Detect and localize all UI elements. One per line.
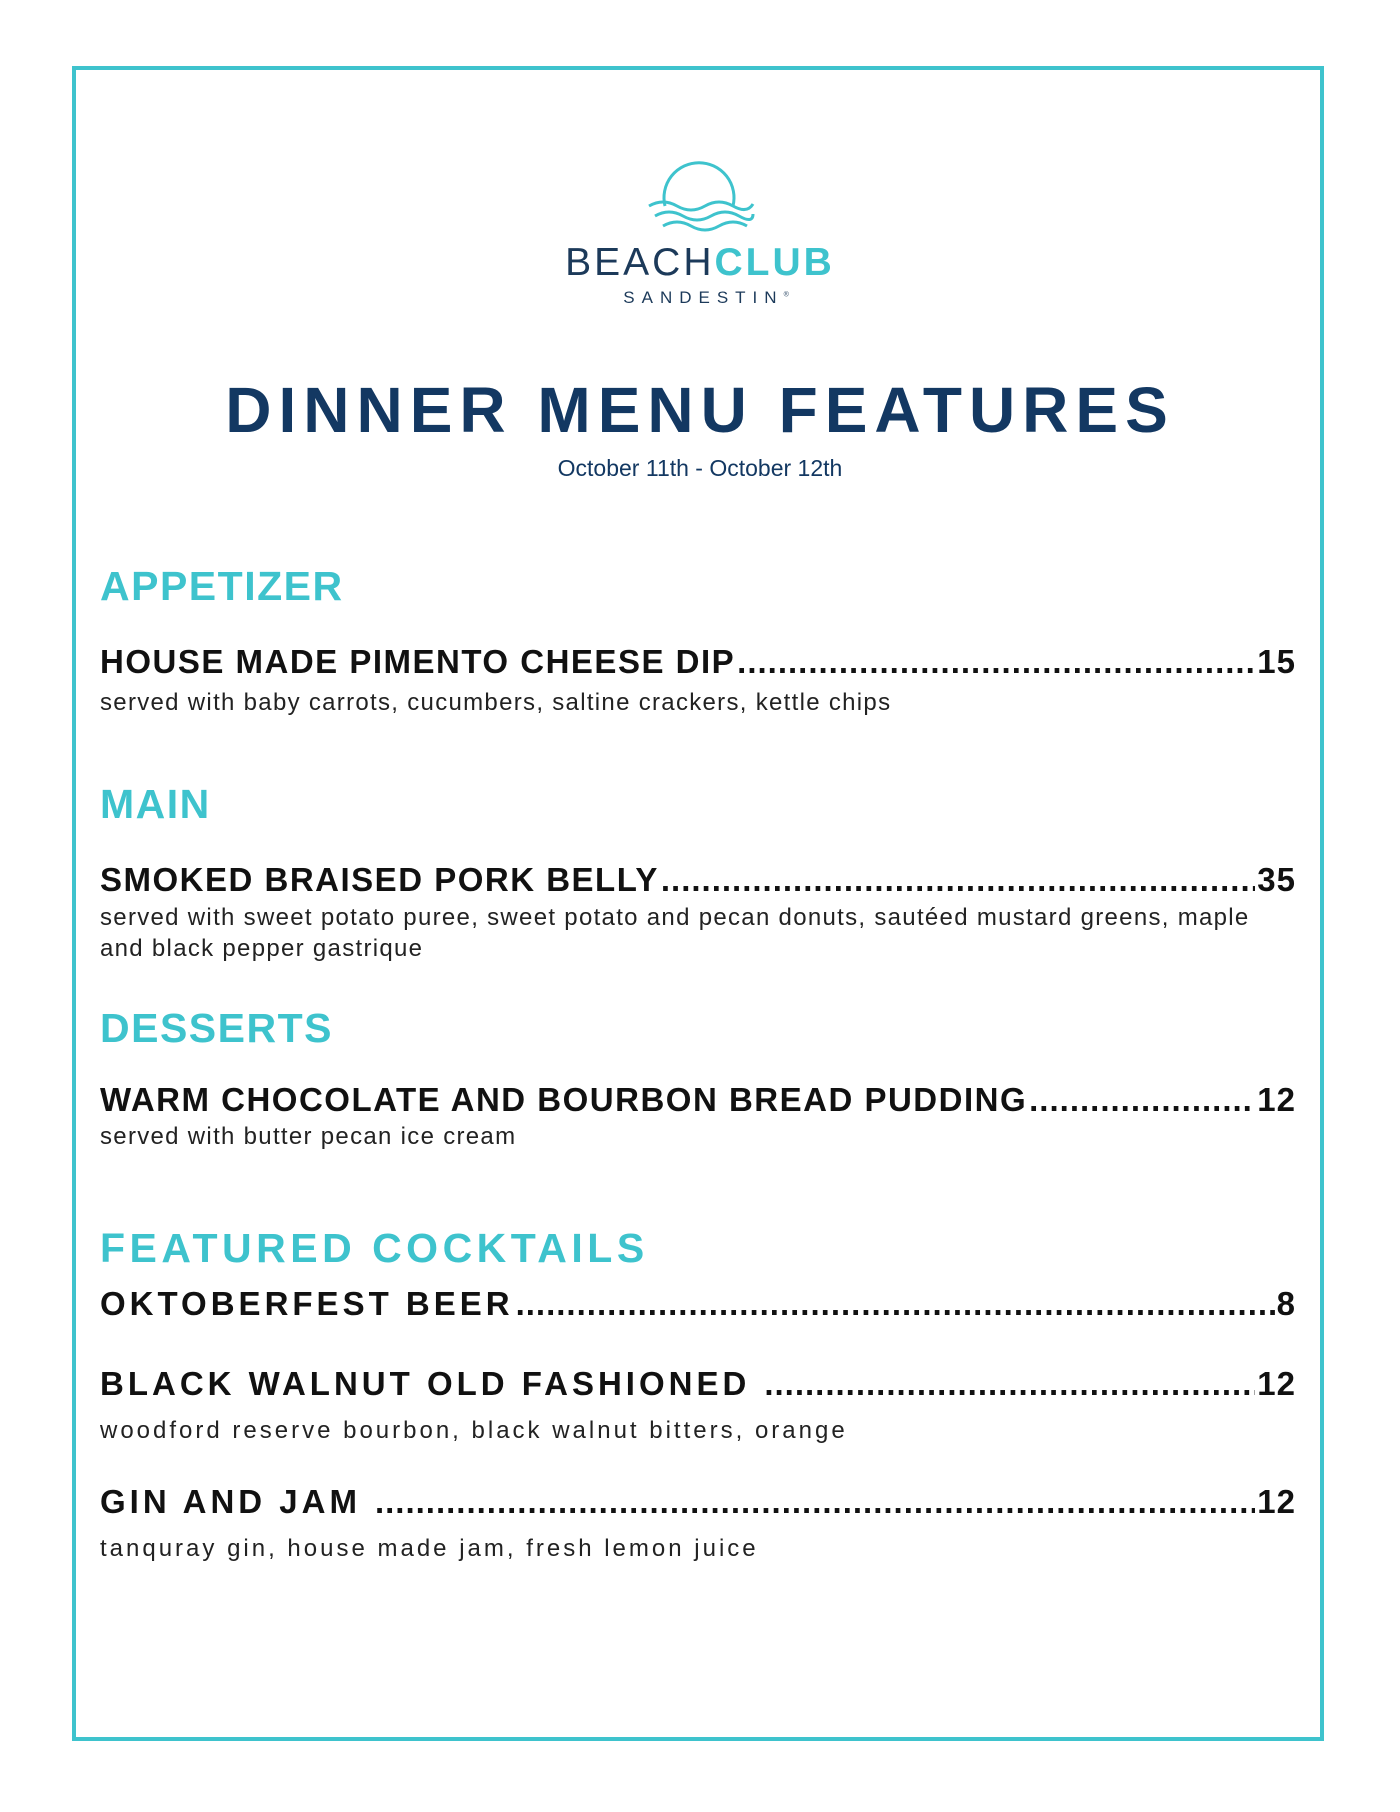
- menu-item-name: WARM CHOCOLATE AND BOURBON BREAD PUDDING: [100, 1081, 1028, 1118]
- menu-item-price: 12: [1257, 1081, 1296, 1118]
- dot-leader: [1029, 1080, 1255, 1120]
- section-heading-cocktails: FEATURED COCKTAILS: [100, 1225, 649, 1271]
- menu-item: [100, 1080, 1296, 1120]
- menu-item-name: SMOKED BRAISED PORK BELLY: [100, 861, 659, 898]
- menu-item: [100, 642, 1296, 682]
- menu-item-price: 12: [1257, 1483, 1296, 1520]
- menu-dates: October 11th - October 12th: [557, 455, 843, 481]
- menu-item-description: served with sweet potato puree, sweet potato and pecan donuts, sautéed mustard greens, maple and black pepper gastrique: [100, 904, 1250, 962]
- brand-subtitle: [0, 288, 1400, 308]
- menu-item: [100, 1364, 1296, 1404]
- brand-subtitle-text: SANDESTIN: [623, 288, 784, 307]
- section-heading-appetizer: APPETIZER: [100, 563, 344, 609]
- menu-item-description: served with butter pecan ice cream: [100, 1123, 517, 1150]
- dot-leader: [764, 1364, 1255, 1404]
- sun-over-waves-icon: [645, 148, 755, 236]
- page-title: DINNER MENU FEATURES: [225, 374, 1175, 446]
- dot-leader: [516, 1284, 1275, 1324]
- brand-name-club: CLUB: [714, 241, 835, 284]
- menu-item: [100, 1284, 1296, 1324]
- menu-item-name: BLACK WALNUT OLD FASHIONED: [100, 1365, 751, 1402]
- menu-item: [100, 1482, 1296, 1522]
- menu-item-name: OKTOBERFEST BEER: [100, 1285, 514, 1322]
- menu-item: [100, 860, 1296, 900]
- brand-logo: [0, 148, 1400, 308]
- menu-item-price: 8: [1276, 1285, 1296, 1322]
- menu-item-name: HOUSE MADE PIMENTO CHEESE DIP: [100, 643, 736, 680]
- brand-name-beach: BEACH: [565, 241, 715, 284]
- menu-item-price: 35: [1257, 861, 1296, 898]
- section-heading-main: MAIN: [100, 781, 211, 827]
- menu-item-name: GIN AND JAM: [100, 1483, 361, 1520]
- registered-mark: ®: [783, 291, 789, 299]
- menu-item-description: served with baby carrots, cucumbers, saltine crackers, kettle chips: [100, 689, 892, 716]
- menu-item-description: woodford reserve bourbon, black walnut bitters, orange: [100, 1417, 848, 1444]
- section-heading-desserts: DESSERTS: [100, 1005, 333, 1051]
- menu-item-description: tanquray gin, house made jam, fresh lemon juice: [100, 1535, 759, 1562]
- dot-leader: [737, 642, 1255, 682]
- dot-leader: [661, 860, 1255, 900]
- dot-leader: [375, 1482, 1255, 1522]
- menu-item-price: 15: [1257, 643, 1296, 680]
- brand-name: [0, 242, 1400, 284]
- menu-item-price: 12: [1257, 1365, 1296, 1402]
